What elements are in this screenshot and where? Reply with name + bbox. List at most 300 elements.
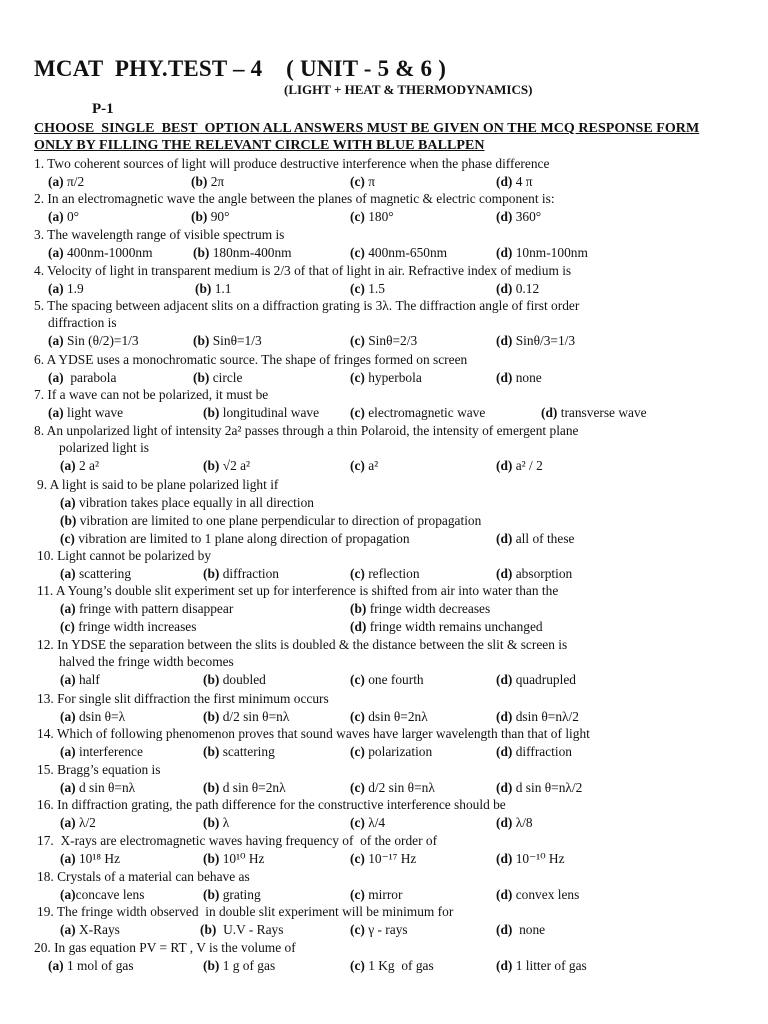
question-item bbox=[0, 547, 768, 583]
option-b bbox=[191, 208, 229, 226]
option-b bbox=[203, 404, 319, 422]
option-d bbox=[496, 921, 545, 939]
option-text: 180nm-400nm bbox=[209, 245, 292, 260]
question-number: 6. bbox=[34, 352, 45, 367]
option-label: (b) bbox=[191, 174, 208, 189]
question-item bbox=[0, 262, 768, 298]
question-text: A Young’s double slit experiment set up for interference is shifted from air into water than the bbox=[53, 583, 559, 598]
option-a bbox=[48, 244, 153, 262]
option-label: (c) bbox=[350, 709, 365, 724]
question-text: The spacing between adjacent slits on a diffraction grating is 3λ. The diffraction angle of first order bbox=[44, 298, 580, 313]
option-label: (a) bbox=[60, 922, 76, 937]
option-text: 360° bbox=[512, 209, 542, 224]
option-label: (a) bbox=[60, 744, 76, 759]
option-d bbox=[496, 208, 541, 226]
question-number: 20. bbox=[34, 940, 51, 955]
option-label: (a) bbox=[48, 405, 64, 420]
option-label: (a) bbox=[60, 566, 76, 581]
option-label: (a) bbox=[48, 370, 64, 385]
option-text: √2 a² bbox=[219, 458, 251, 473]
question-item bbox=[0, 832, 768, 868]
option-text: scattering bbox=[75, 566, 132, 581]
option-text: d sin θ=2nλ bbox=[219, 780, 286, 795]
option-text: polarization bbox=[364, 744, 433, 759]
option-text: dsin θ=nλ/2 bbox=[512, 709, 579, 724]
option-label: (a) bbox=[60, 709, 76, 724]
option-label: (b) bbox=[203, 458, 220, 473]
question-number: 11. bbox=[37, 583, 54, 598]
option-a bbox=[60, 708, 125, 726]
option-label: (c) bbox=[350, 744, 365, 759]
option-d bbox=[496, 708, 579, 726]
option-c bbox=[350, 208, 394, 226]
option-a bbox=[48, 208, 79, 226]
question-text: For single slit diffraction the first minimum occurs bbox=[53, 691, 329, 706]
option-c bbox=[350, 404, 485, 422]
option-text: scattering bbox=[219, 744, 275, 759]
option-label: (b) bbox=[60, 513, 77, 528]
option-label: (a) bbox=[60, 780, 76, 795]
option-b bbox=[203, 743, 275, 761]
question-stem bbox=[37, 796, 506, 814]
option-text: one fourth bbox=[364, 672, 424, 687]
question-number: 12. bbox=[37, 637, 54, 652]
option-c bbox=[350, 779, 435, 797]
option-label: (b) bbox=[203, 405, 220, 420]
option-d bbox=[496, 886, 579, 904]
option-c bbox=[60, 618, 196, 636]
option-text: a² / 2 bbox=[512, 458, 543, 473]
question-stem bbox=[34, 226, 284, 244]
option-d bbox=[496, 457, 543, 475]
option-d bbox=[496, 244, 588, 262]
option-label: (c) bbox=[350, 370, 365, 385]
option-text: X-Rays bbox=[75, 922, 120, 937]
option-label: (d) bbox=[496, 780, 513, 795]
option-label: (b) bbox=[191, 209, 208, 224]
option-c bbox=[350, 671, 424, 689]
option-text: none bbox=[512, 922, 546, 937]
option-label: (c) bbox=[350, 245, 365, 260]
option-text: π bbox=[364, 174, 375, 189]
option-d bbox=[496, 850, 565, 868]
option-label: (d) bbox=[496, 851, 513, 866]
question-stem bbox=[37, 832, 437, 850]
option-b bbox=[193, 332, 262, 350]
option-d bbox=[496, 957, 587, 975]
option-text: hyperbola bbox=[364, 370, 422, 385]
question-stem bbox=[34, 155, 549, 173]
question-text: In diffraction grating, the path difference for the constructive interference should be bbox=[53, 797, 506, 812]
option-label: (c) bbox=[350, 815, 365, 830]
option-b bbox=[203, 671, 266, 689]
option-b bbox=[203, 814, 229, 832]
question-number: 17. bbox=[37, 833, 54, 848]
option-a bbox=[60, 600, 233, 618]
option-text: fringe with pattern disappear bbox=[75, 601, 234, 616]
option-text: Sin (θ/2)=1/3 bbox=[63, 333, 139, 348]
option-b bbox=[203, 565, 279, 583]
option-label: (a) bbox=[60, 887, 76, 902]
option-text: Sinθ/3=1/3 bbox=[512, 333, 576, 348]
option-label: (c) bbox=[350, 887, 365, 902]
option-text: 1 Kg of gas bbox=[364, 958, 434, 973]
option-label: (d) bbox=[496, 566, 513, 581]
question-text: The fringe width observed in double slit experiment will be minimum for bbox=[53, 904, 454, 919]
question-number: 19. bbox=[37, 904, 54, 919]
option-c bbox=[350, 280, 385, 298]
option-label: (a) bbox=[60, 601, 76, 616]
option-a bbox=[60, 494, 314, 512]
question-item bbox=[0, 476, 768, 546]
option-label: (b) bbox=[203, 566, 220, 581]
option-label: (c) bbox=[350, 174, 365, 189]
option-text: none bbox=[512, 370, 542, 385]
option-text: Sinθ=1/3 bbox=[209, 333, 262, 348]
option-b bbox=[203, 886, 261, 904]
option-text: a² bbox=[364, 458, 379, 473]
option-text: d sin θ=nλ bbox=[75, 780, 136, 795]
question-text: Crystals of a material can behave as bbox=[53, 869, 250, 884]
question-stem bbox=[37, 690, 329, 708]
option-label: (d) bbox=[496, 531, 513, 546]
option-label: (b) bbox=[203, 709, 220, 724]
option-c bbox=[350, 369, 422, 387]
question-stem bbox=[34, 386, 268, 404]
option-text: λ bbox=[219, 815, 230, 830]
option-label: (b) bbox=[193, 333, 210, 348]
option-text: d/2 sin θ=nλ bbox=[364, 780, 435, 795]
option-text: 1 mol of gas bbox=[63, 958, 134, 973]
option-text: fringe width remains unchanged bbox=[366, 619, 543, 634]
question-text: If a wave can not be polarized, it must be bbox=[44, 387, 269, 402]
question-number: 1. bbox=[34, 156, 45, 171]
option-d bbox=[496, 565, 572, 583]
question-stem bbox=[37, 636, 567, 654]
option-text: γ - rays bbox=[364, 922, 408, 937]
option-text: light wave bbox=[63, 405, 124, 420]
question-item bbox=[0, 636, 768, 687]
question-item bbox=[0, 422, 768, 473]
option-text: convex lens bbox=[512, 887, 580, 902]
option-label: (a) bbox=[60, 851, 76, 866]
option-text: 10¹⁸ Hz bbox=[75, 851, 121, 866]
option-text: longitudinal wave bbox=[219, 405, 320, 420]
option-label: (b) bbox=[350, 601, 367, 616]
option-b bbox=[200, 921, 283, 939]
question-number: 10. bbox=[37, 548, 54, 563]
option-c bbox=[350, 814, 385, 832]
option-text: 180° bbox=[364, 209, 394, 224]
option-text: fringe width decreases bbox=[366, 601, 491, 616]
option-label: (c) bbox=[60, 531, 75, 546]
option-b bbox=[203, 779, 286, 797]
option-a bbox=[48, 369, 116, 387]
question-item bbox=[0, 351, 768, 387]
option-c bbox=[350, 332, 417, 350]
option-text: vibration are limited to one plane perpendicular to direction of propagation bbox=[76, 513, 482, 528]
question-item bbox=[0, 297, 768, 348]
option-a bbox=[48, 957, 134, 975]
option-label: (d) bbox=[496, 370, 513, 385]
option-c bbox=[350, 957, 434, 975]
option-text: electromagnetic wave bbox=[364, 405, 486, 420]
option-text: doubled bbox=[219, 672, 266, 687]
question-item bbox=[0, 868, 768, 904]
option-text: 1.1 bbox=[211, 281, 232, 296]
option-label: (d) bbox=[496, 174, 513, 189]
option-a bbox=[60, 565, 131, 583]
option-text: 10nm-100nm bbox=[512, 245, 588, 260]
question-item bbox=[0, 582, 768, 634]
question-text-continued: diffraction is bbox=[48, 315, 117, 330]
question-number: 13. bbox=[37, 691, 54, 706]
option-a bbox=[60, 671, 100, 689]
option-text: reflection bbox=[364, 566, 420, 581]
option-label: (b) bbox=[203, 851, 220, 866]
option-text: circle bbox=[209, 370, 243, 385]
option-b bbox=[350, 600, 490, 618]
option-text: U.V - Rays bbox=[216, 922, 284, 937]
question-text: X-rays are electromagnetic waves having frequency of of the order of bbox=[53, 833, 438, 848]
part-label: P-1 bbox=[92, 101, 114, 117]
question-text: In an electromagnetic wave the angle between the planes of magnetic & electric component is: bbox=[44, 191, 555, 206]
question-number: 4. bbox=[34, 263, 45, 278]
option-label: (b) bbox=[203, 744, 220, 759]
option-b bbox=[203, 457, 250, 475]
option-text: π/2 bbox=[63, 174, 85, 189]
instruction-line-1: CHOOSE SINGLE BEST OPTION ALL ANSWERS MUST BE GIVEN ON THE MCQ RESPONSE FORM bbox=[34, 121, 700, 136]
option-text: transverse wave bbox=[557, 405, 647, 420]
question-number: 5. bbox=[34, 298, 45, 313]
question-text: Light cannot be polarized by bbox=[53, 548, 212, 563]
option-label: (d) bbox=[496, 958, 513, 973]
question-stem bbox=[37, 476, 278, 494]
option-text: 1.9 bbox=[63, 281, 84, 296]
option-text: all of these bbox=[512, 531, 575, 546]
option-b bbox=[203, 850, 264, 868]
option-text: half bbox=[75, 672, 100, 687]
option-d bbox=[496, 671, 576, 689]
option-a bbox=[48, 332, 139, 350]
option-text: 4 π bbox=[512, 174, 533, 189]
question-stem bbox=[37, 547, 211, 565]
option-text: 1 g of gas bbox=[219, 958, 276, 973]
option-label: (b) bbox=[203, 958, 220, 973]
question-stem bbox=[34, 422, 579, 440]
option-label: (d) bbox=[496, 709, 513, 724]
option-label: (d) bbox=[496, 458, 513, 473]
option-a bbox=[48, 173, 84, 191]
option-label: (b) bbox=[195, 281, 212, 296]
option-text: parabola bbox=[63, 370, 117, 385]
option-a bbox=[60, 921, 120, 939]
option-label: (a) bbox=[48, 209, 64, 224]
option-b bbox=[191, 173, 224, 191]
page-subtitle: (LIGHT + HEAT & THERMODYNAMICS) bbox=[284, 82, 533, 97]
option-d bbox=[541, 404, 647, 422]
option-label: (d) bbox=[496, 281, 513, 296]
question-number: 16. bbox=[37, 797, 54, 812]
question-item bbox=[0, 939, 768, 975]
question-number: 9. bbox=[37, 477, 48, 492]
option-text: concave lens bbox=[75, 887, 145, 902]
option-label: (b) bbox=[193, 245, 210, 260]
option-label: (d) bbox=[350, 619, 367, 634]
option-a bbox=[60, 779, 135, 797]
option-text: d/2 sin θ=nλ bbox=[219, 709, 290, 724]
option-label: (a) bbox=[48, 281, 64, 296]
option-text: λ/2 bbox=[75, 815, 96, 830]
question-stem bbox=[37, 868, 250, 886]
option-text: 400nm-650nm bbox=[364, 245, 448, 260]
option-text: mirror bbox=[364, 887, 403, 902]
option-text: 10¹⁰ Hz bbox=[219, 851, 265, 866]
question-item bbox=[0, 796, 768, 832]
question-text: In gas equation PV = RT , V is the volume of bbox=[50, 940, 296, 955]
option-label: (d) bbox=[496, 672, 513, 687]
option-label: (c) bbox=[350, 209, 365, 224]
option-text: absorption bbox=[512, 566, 573, 581]
option-c bbox=[350, 743, 432, 761]
option-label: (c) bbox=[350, 922, 365, 937]
question-text: Which of following phenomenon proves that sound waves have larger wavelength than that of light bbox=[53, 726, 590, 741]
option-label: (c) bbox=[350, 333, 365, 348]
option-d bbox=[496, 814, 533, 832]
question-stem bbox=[34, 939, 296, 957]
question-text: In YDSE the separation between the slits is doubled & the distance between the slit & screen is bbox=[53, 637, 568, 652]
option-c bbox=[350, 850, 416, 868]
option-label: (a) bbox=[48, 245, 64, 260]
option-a bbox=[60, 814, 96, 832]
option-text: d sin θ=nλ/2 bbox=[512, 780, 583, 795]
option-label: (a) bbox=[60, 458, 76, 473]
option-c bbox=[350, 921, 408, 939]
option-text: λ/4 bbox=[364, 815, 386, 830]
question-number: 2. bbox=[34, 191, 45, 206]
option-text: 90° bbox=[207, 209, 230, 224]
question-item bbox=[0, 903, 768, 939]
option-b bbox=[193, 244, 292, 262]
option-label: (a) bbox=[60, 672, 76, 687]
option-text: 1 litter of gas bbox=[512, 958, 587, 973]
option-d bbox=[496, 369, 542, 387]
option-label: (a) bbox=[48, 333, 64, 348]
option-c bbox=[350, 173, 375, 191]
question-stem bbox=[34, 351, 467, 369]
option-d bbox=[496, 332, 575, 350]
option-d bbox=[496, 779, 582, 797]
option-label: (c) bbox=[350, 405, 365, 420]
option-label: (a) bbox=[48, 174, 64, 189]
instruction-line-2: ONLY BY FILLING THE RELEVANT CIRCLE WITH BLUE BALLPEN bbox=[34, 138, 485, 153]
option-b bbox=[203, 708, 289, 726]
option-label: (d) bbox=[496, 922, 513, 937]
option-text: interference bbox=[75, 744, 143, 759]
option-label: (d) bbox=[541, 405, 558, 420]
option-text: 2π bbox=[207, 174, 225, 189]
option-label: (b) bbox=[203, 887, 220, 902]
option-text: 0.12 bbox=[512, 281, 540, 296]
option-text: grating bbox=[219, 887, 261, 902]
question-number: 7. bbox=[34, 387, 45, 402]
page-title: MCAT PHY.TEST – 4 ( UNIT - 5 & 6 ) bbox=[34, 56, 447, 81]
option-label: (a) bbox=[60, 495, 76, 510]
option-a bbox=[60, 743, 143, 761]
question-item bbox=[0, 226, 768, 262]
question-stem bbox=[37, 725, 590, 743]
option-a bbox=[48, 280, 84, 298]
option-d bbox=[350, 618, 543, 636]
option-text: λ/8 bbox=[512, 815, 533, 830]
option-b bbox=[60, 512, 481, 530]
question-text: A YDSE uses a monochromatic source. The shape of fringes formed on screen bbox=[44, 352, 468, 367]
question-text: A light is said to be plane polarized light if bbox=[47, 477, 279, 492]
option-text: vibration takes place equally in all direction bbox=[75, 495, 314, 510]
option-label: (d) bbox=[496, 333, 513, 348]
option-text: 400nm-1000nm bbox=[63, 245, 153, 260]
question-text: Two coherent sources of light will produce destructive interference when the phase difference bbox=[44, 156, 550, 171]
option-text: 10⁻¹⁰ Hz bbox=[512, 851, 565, 866]
option-a bbox=[60, 886, 144, 904]
option-text: vibration are limited to 1 plane along direction of propagation bbox=[74, 531, 410, 546]
option-text: 0° bbox=[63, 209, 80, 224]
option-label: (c) bbox=[350, 672, 365, 687]
question-item bbox=[0, 761, 768, 797]
question-number: 15. bbox=[37, 762, 54, 777]
option-a bbox=[48, 404, 123, 422]
question-item bbox=[0, 386, 768, 422]
option-c bbox=[60, 530, 410, 548]
option-a bbox=[60, 850, 120, 868]
option-label: (d) bbox=[496, 245, 513, 260]
option-label: (d) bbox=[496, 209, 513, 224]
question-text: Bragg’s equation is bbox=[53, 762, 161, 777]
option-c bbox=[350, 565, 420, 583]
option-text: dsin θ=2nλ bbox=[364, 709, 428, 724]
option-text: 1.5 bbox=[364, 281, 385, 296]
option-text: Sinθ=2/3 bbox=[364, 333, 418, 348]
option-label: (b) bbox=[203, 672, 220, 687]
option-d bbox=[496, 743, 572, 761]
question-text: Velocity of light in transparent medium is 2/3 of that of light in air. Refractive index of medium is bbox=[44, 263, 572, 278]
option-b bbox=[195, 280, 231, 298]
question-number: 3. bbox=[34, 227, 45, 242]
option-d bbox=[496, 280, 539, 298]
option-label: (c) bbox=[350, 566, 365, 581]
option-label: (d) bbox=[496, 887, 513, 902]
option-b bbox=[203, 957, 275, 975]
option-d bbox=[496, 173, 533, 191]
option-text: 2 a² bbox=[75, 458, 99, 473]
option-label: (b) bbox=[203, 780, 220, 795]
question-item bbox=[0, 725, 768, 761]
question-number: 8. bbox=[34, 423, 45, 438]
option-c bbox=[350, 457, 378, 475]
question-text: An unpolarized light of intensity 2a² passes through a thin Polaroid, the intensity of emergent plane bbox=[44, 423, 579, 438]
option-label: (a) bbox=[48, 958, 64, 973]
option-label: (b) bbox=[193, 370, 210, 385]
option-text: dsin θ=λ bbox=[75, 709, 126, 724]
option-text: quadrupled bbox=[512, 672, 576, 687]
option-c bbox=[350, 244, 447, 262]
option-label: (c) bbox=[60, 619, 75, 634]
option-label: (c) bbox=[350, 458, 365, 473]
question-stem bbox=[37, 761, 161, 779]
question-item bbox=[0, 190, 768, 226]
option-label: (c) bbox=[350, 281, 365, 296]
question-text: The wavelength range of visible spectrum is bbox=[44, 227, 285, 242]
